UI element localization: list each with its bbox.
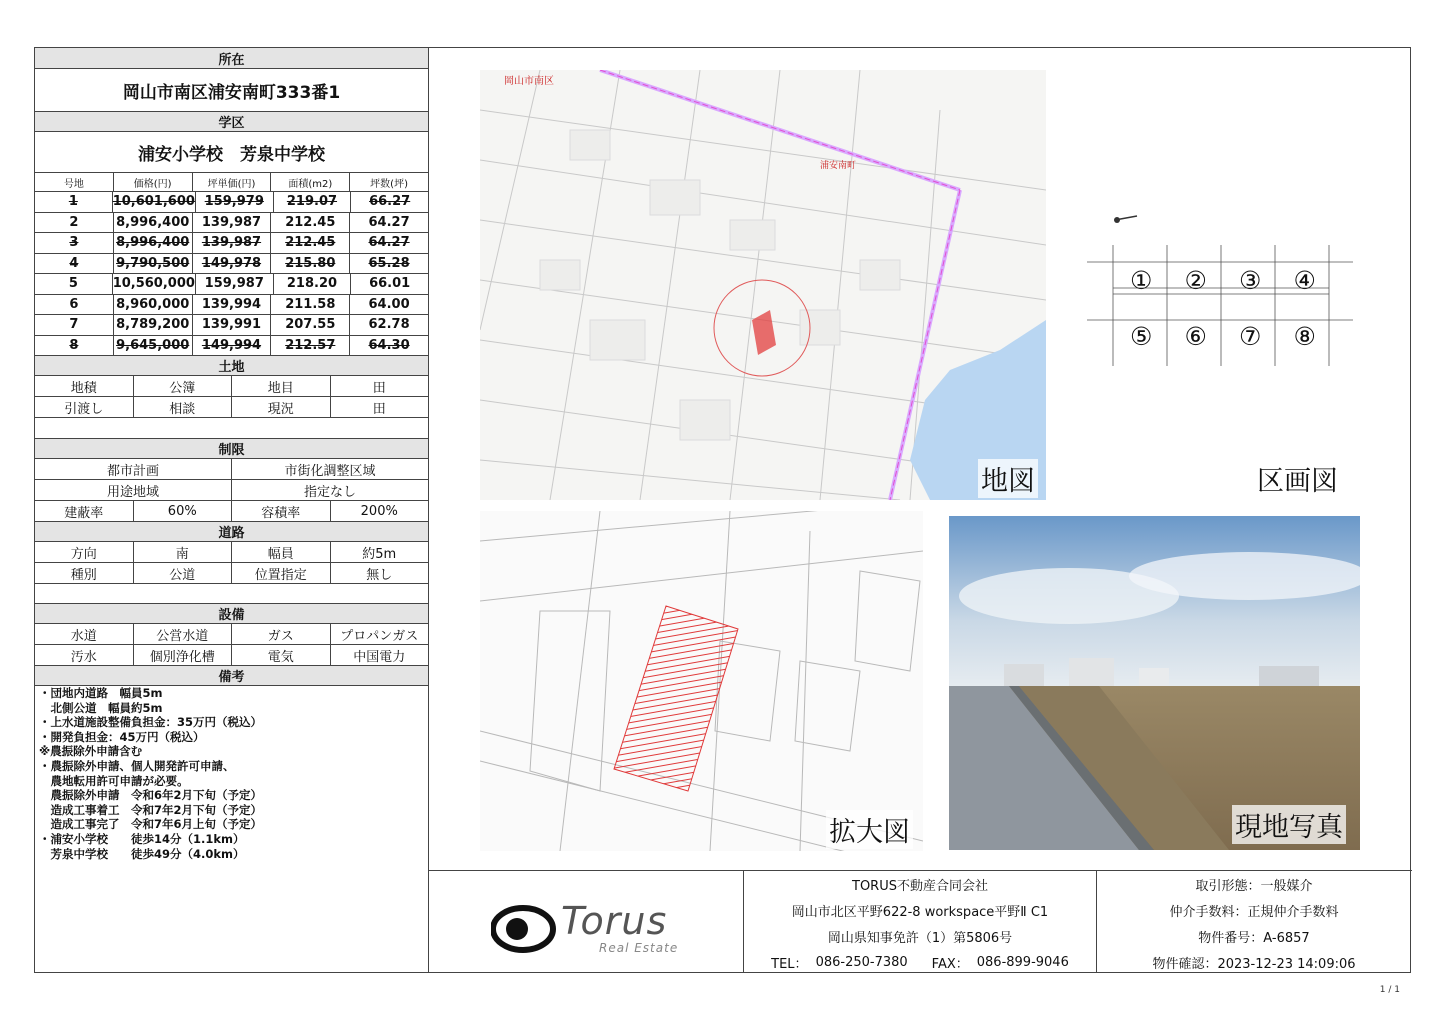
- land-label-delivery: 引渡し: [35, 397, 134, 417]
- zoom-map-label: 拡大図: [826, 810, 913, 849]
- lot-number: [35, 295, 114, 315]
- footer: [429, 870, 1412, 973]
- lot-tsubo: [350, 213, 428, 233]
- lot-tsubo-text: 64.27: [368, 235, 410, 251]
- lot-price-text: 9,645,000: [116, 337, 190, 353]
- lot-tsubo-text: 64.27: [368, 214, 410, 230]
- lot-number-text: 2: [69, 214, 79, 230]
- lot-unit-price-text: 159,987: [204, 276, 264, 292]
- lot-number-text: 7: [69, 317, 79, 333]
- remarks-header: 備考: [35, 666, 428, 686]
- fax-number: 086-899-9046: [976, 954, 1069, 970]
- land-label-category: 地目: [232, 376, 331, 396]
- lot-area-text: 212.45: [285, 235, 336, 251]
- land-value-area: 公簿: [134, 376, 233, 396]
- deal-fee: 仲介手数料：正規仲介手数料: [1169, 904, 1339, 920]
- electric-value: 中国電力: [353, 649, 406, 665]
- site-photo-drawing: [949, 516, 1360, 850]
- logo-area: [429, 871, 744, 973]
- zoning-label: 用途地域: [35, 480, 232, 500]
- company-contact: [744, 949, 1096, 975]
- lot-unit-price: [193, 254, 272, 274]
- lot-area: [271, 233, 350, 253]
- land-header: 土地: [35, 356, 428, 376]
- sewage-label: 汚水: [35, 645, 134, 665]
- water-label: 水道: [35, 624, 134, 644]
- image-area: [429, 48, 1412, 870]
- lot-area-text: 218.20: [286, 276, 338, 292]
- road-width-label: 幅員: [232, 542, 331, 562]
- logo-subtext: Real Estate: [599, 941, 679, 955]
- road-direction-value: 南: [134, 542, 233, 562]
- lot-number: [35, 254, 114, 274]
- remark-line: ※農振除外申請含む: [39, 744, 143, 759]
- lot-number: [35, 274, 113, 294]
- facility-row-2: [35, 645, 428, 666]
- lot-area: [271, 315, 350, 335]
- city-plan-value: 市街化調整区域: [284, 463, 376, 479]
- page-number: 1 / 1: [1379, 985, 1400, 995]
- lot-number-text: 1: [68, 194, 78, 210]
- remarks-body: [39, 686, 424, 861]
- area-map: [480, 70, 1046, 500]
- lot-number-text: 3: [69, 235, 79, 251]
- water-value: 公営水道: [134, 624, 233, 644]
- logo-text: Torus: [561, 899, 668, 943]
- lot-plan-8: ⑧: [1293, 322, 1316, 351]
- facility-row-1: [35, 624, 428, 645]
- remark-line: 芳泉中学校 徒歩49分（4.0km）: [39, 846, 245, 861]
- road-designation-label: 位置指定: [232, 563, 331, 583]
- lot-area-text: 211.58: [285, 296, 336, 312]
- remark-line: ・上水道施設整備負担金：35万円（税込）: [39, 715, 263, 730]
- land-spacer: [35, 418, 428, 439]
- site-photo-label: 現地写真: [1232, 805, 1346, 844]
- lot-area-text: 215.80: [285, 255, 336, 271]
- far-label: 容積率: [232, 501, 331, 521]
- map-label: 地図: [978, 459, 1038, 498]
- land-value-delivery: 相談: [134, 397, 233, 417]
- electric-label: 電気: [232, 645, 331, 665]
- col-tsubo: 坪数(坪): [370, 178, 408, 190]
- lots-table-header: [35, 173, 428, 192]
- lot-tsubo: [351, 192, 428, 212]
- remark-line: 造成工事完了 令和7年6月上旬（予定）: [39, 817, 263, 832]
- lot-plan-label: 区画図: [1254, 459, 1341, 498]
- lot-tsubo: [350, 315, 428, 335]
- lot-row: [35, 315, 428, 336]
- road-direction-label: 方向: [35, 542, 134, 562]
- col-price: 価格(円): [114, 173, 193, 191]
- lot-area: [271, 254, 350, 274]
- land-value-category: 田: [372, 380, 386, 396]
- lot-area-text: 219.07: [286, 194, 338, 210]
- lot-tsubo: [350, 254, 428, 274]
- lot-unit-price: [196, 192, 274, 212]
- lot-plan-1: ①: [1130, 266, 1153, 295]
- lot-row: [35, 213, 428, 234]
- lot-plan-3: ③: [1239, 266, 1262, 295]
- coverage-value: 60%: [134, 501, 233, 521]
- school-header: 学区: [35, 112, 428, 132]
- land-label-status: 現況: [232, 397, 331, 417]
- land-row-1: [35, 376, 428, 397]
- lot-row: [35, 336, 428, 357]
- lot-tsubo: [351, 274, 428, 294]
- company-name: TORUS不動産合同会社: [852, 878, 988, 894]
- location-header: 所在: [35, 48, 428, 69]
- lot-unit-price-text: 159,979: [204, 194, 264, 210]
- site-photo: [949, 516, 1360, 850]
- land-value-status: 田: [372, 401, 386, 417]
- lot-row: [35, 254, 428, 275]
- remark-line: 造成工事着工 令和7年2月下旬（予定）: [39, 802, 263, 817]
- company-address: 岡山市北区平野622-8 workspace平野Ⅱ C1: [791, 904, 1049, 920]
- lot-area: [271, 336, 350, 356]
- lot-tsubo-text: 66.27: [369, 194, 411, 210]
- lot-price-text: 10,560,000: [112, 276, 195, 292]
- lot-price: [113, 192, 196, 212]
- road-header: 道路: [35, 522, 428, 542]
- lot-row: [35, 295, 428, 316]
- lot-unit-price-text: 149,994: [201, 337, 262, 353]
- lot-price-text: 8,789,200: [116, 317, 190, 333]
- lot-plan-2: ②: [1184, 266, 1207, 295]
- lot-tsubo-text: 66.01: [369, 276, 411, 292]
- road-type-value: 公道: [134, 563, 233, 583]
- lot-plan-4: ④: [1293, 266, 1316, 295]
- lot-tsubo: [350, 295, 428, 315]
- lot-row: [35, 274, 428, 295]
- lot-price-text: 8,960,000: [116, 296, 190, 312]
- lot-price-text: 8,996,400: [116, 214, 190, 230]
- zoning-value: 指定なし: [303, 484, 356, 500]
- restriction-row-3: [35, 501, 428, 522]
- torus-logo-icon: [491, 905, 557, 953]
- restriction-row-2: [35, 480, 428, 501]
- lot-number: [35, 336, 114, 356]
- lot-tsubo-text: 62.78: [368, 317, 410, 333]
- company-license: 岡山県知事免許（1）第5806号: [827, 930, 1013, 946]
- deal-type: 取引形態：一般媒介: [1195, 878, 1313, 894]
- restriction-header: 制限: [35, 439, 428, 459]
- lot-unit-price: [193, 295, 272, 315]
- lot-price: [114, 254, 193, 274]
- lot-row: [35, 192, 428, 213]
- col-unit-price: 坪単価(円): [193, 173, 272, 191]
- land-row-2: [35, 397, 428, 418]
- zoom-map: [480, 511, 923, 851]
- remark-line: 農振除外申請 令和6年2月下旬（予定）: [39, 788, 263, 803]
- lot-plan-6: ⑥: [1184, 322, 1207, 351]
- sewage-value: 個別浄化槽: [134, 645, 233, 665]
- lot-area: [271, 295, 350, 315]
- map-town-name: 浦安南町: [820, 161, 857, 171]
- road-spacer: [35, 584, 428, 604]
- lot-number: [35, 213, 114, 233]
- lot-number: [35, 192, 113, 212]
- lot-price: [114, 315, 193, 335]
- tel-label: TEL：: [771, 956, 808, 972]
- lot-plan-top-row: [1114, 266, 1332, 295]
- confirmed-date: 物件確認：2023-12-23 14:09:06: [1152, 956, 1356, 972]
- lot-unit-price-text: 149,978: [201, 255, 262, 271]
- lot-plan-bottom-row: [1114, 322, 1332, 351]
- remark-line: ・浦安小学校 徒歩14分（1.1km）: [39, 831, 245, 846]
- remark-line: ・開発負担金：45万円（税込）: [39, 729, 205, 744]
- remark-line: ・農振除外申請、個人開発許可申請、: [39, 758, 235, 773]
- lot-tsubo: [350, 336, 428, 356]
- lot-price: [114, 233, 193, 253]
- school-value: 浦安小学校 芳泉中学校: [35, 132, 428, 173]
- tel-number: 086-250-7380: [815, 954, 908, 970]
- lot-price-text: 10,601,600: [112, 194, 195, 210]
- info-column: [35, 48, 429, 972]
- lot-unit-price: [193, 336, 272, 356]
- remark-line: 農地転用許可申請が必要。: [39, 773, 189, 788]
- zoom-map-drawing: [480, 511, 923, 851]
- lot-unit-price-text: 139,994: [201, 296, 262, 312]
- far-value: 200%: [360, 503, 398, 519]
- col-area: 面積(m2): [271, 173, 350, 191]
- lot-unit-price: [193, 233, 272, 253]
- city-plan-label: 都市計画: [35, 459, 232, 479]
- lot-number-text: 4: [69, 255, 79, 271]
- company-info: [744, 871, 1097, 973]
- lot-price: [114, 295, 193, 315]
- road-row-1: [35, 542, 428, 563]
- lot-price: [114, 336, 193, 356]
- lot-plan: [1057, 70, 1353, 500]
- restriction-row-1: [35, 459, 428, 480]
- map-area-name: 岡山市南区: [504, 76, 554, 87]
- remark-line: ・団地内道路 幅員5m: [39, 686, 163, 700]
- lot-row: [35, 233, 428, 254]
- lot-area: [274, 274, 352, 294]
- lot-area: [271, 213, 350, 233]
- fax-label: FAX：: [931, 956, 969, 972]
- lot-unit-price-text: 139,987: [201, 235, 262, 251]
- area-map-drawing: [480, 70, 1046, 500]
- lot-tsubo-text: 64.30: [368, 337, 410, 353]
- lot-unit-price: [193, 315, 272, 335]
- lot-plan-7: ⑦: [1239, 322, 1262, 351]
- lot-area: [274, 192, 352, 212]
- col-lot: 号地: [35, 173, 114, 191]
- road-width-value: 約5m: [362, 546, 397, 562]
- deal-info: [1097, 871, 1411, 973]
- facility-header: 設備: [35, 604, 428, 624]
- gas-value: プロパンガス: [340, 628, 419, 644]
- coverage-label: 建蔽率: [35, 501, 134, 521]
- lot-tsubo: [350, 233, 428, 253]
- road-designation-value: 無し: [366, 567, 393, 583]
- lot-area-text: 207.55: [285, 317, 336, 333]
- lot-number-text: 6: [69, 296, 79, 312]
- lot-unit-price: [196, 274, 274, 294]
- road-row-2: [35, 563, 428, 584]
- lot-area-text: 212.45: [285, 214, 336, 230]
- lot-number-text: 5: [68, 276, 78, 292]
- location-value: 岡山市南区浦安南町333番1: [35, 69, 428, 112]
- lot-unit-price-text: 139,991: [201, 317, 262, 333]
- property-number: 物件番号：A-6857: [1198, 930, 1310, 946]
- lot-unit-price: [193, 213, 272, 233]
- lot-number: [35, 233, 114, 253]
- lot-tsubo-text: 64.00: [368, 296, 410, 312]
- lot-price-text: 9,790,500: [116, 255, 190, 271]
- road-type-label: 種別: [35, 563, 134, 583]
- lot-price: [113, 274, 196, 294]
- lot-price-text: 8,996,400: [116, 235, 190, 251]
- lot-plan-5: ⑤: [1130, 322, 1153, 351]
- lot-number-text: 8: [69, 337, 79, 353]
- lot-area-text: 212.57: [285, 337, 336, 353]
- lot-tsubo-text: 65.28: [368, 255, 410, 271]
- gas-label: ガス: [232, 624, 331, 644]
- lot-number: [35, 315, 114, 335]
- lot-price: [114, 213, 193, 233]
- lot-unit-price-text: 139,987: [201, 214, 262, 230]
- property-sheet: [34, 47, 1411, 973]
- land-label-area: 地積: [35, 376, 134, 396]
- remark-line: 北側公道 幅員約5m: [39, 700, 163, 715]
